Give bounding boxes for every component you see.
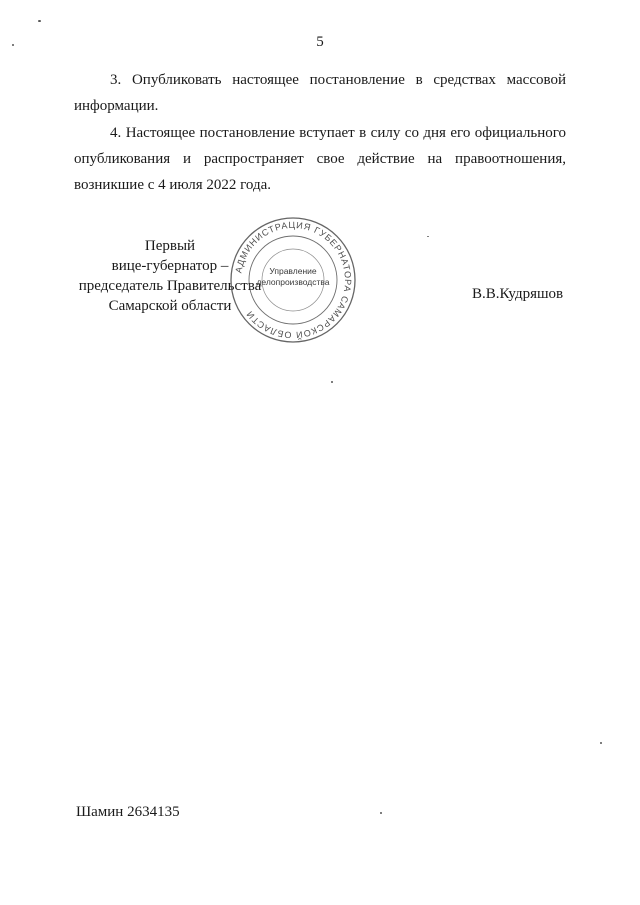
signatory-name: В.В.Кудряшов bbox=[472, 286, 564, 302]
paragraph-4-text: 4. Настоящее постановление вступает в силу со дня его официального опубликования и распространяет свое действие на правоотношения, возникшие с 4 июля 2022 года. bbox=[74, 125, 566, 193]
stamp-center-line-2: делопроизводства bbox=[256, 277, 330, 287]
scan-speck bbox=[331, 381, 333, 383]
signatory-position bbox=[70, 236, 270, 316]
position-line-1: Первый bbox=[144, 238, 196, 254]
paragraph-3-text: 3. Опубликовать настоящее постановление в средствах массовой информации. bbox=[74, 72, 566, 114]
position-line-4: Самарской области bbox=[108, 298, 232, 314]
stamp-outer-text: АДМИНИСТРАЦИЯ ГУБЕРНАТОРА САМАРСКОЙ ОБЛАСТИ bbox=[233, 219, 354, 341]
stamp-center-line-1: Управление bbox=[269, 266, 317, 276]
scan-speck bbox=[380, 812, 382, 814]
scan-speck bbox=[427, 236, 429, 237]
paragraph-3 bbox=[74, 67, 566, 119]
stamp-center-text bbox=[255, 266, 331, 288]
scan-speck bbox=[600, 742, 602, 744]
scan-speck bbox=[38, 20, 41, 22]
page-number: 5 bbox=[316, 34, 324, 50]
position-line-2: вице-губернатор – bbox=[111, 258, 229, 274]
position-line-3: председатель Правительства bbox=[78, 278, 262, 294]
executor-note: Шамин 2634135 bbox=[76, 804, 180, 820]
scan-speck bbox=[12, 44, 14, 46]
paragraph-4 bbox=[74, 120, 566, 198]
